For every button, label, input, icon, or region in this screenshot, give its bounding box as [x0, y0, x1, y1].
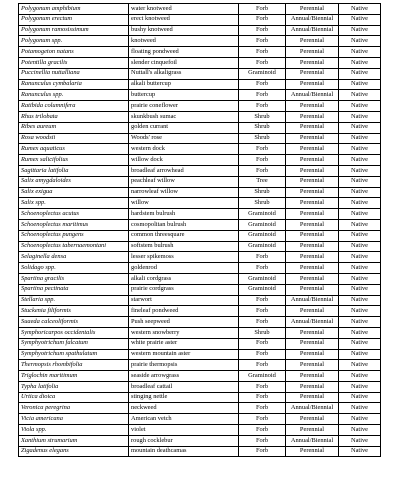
nativity-cell: Native: [339, 241, 381, 252]
growth-form-cell: Forb: [239, 57, 286, 68]
table-row: [19, 155, 381, 166]
growth-form-cell: Shrub: [239, 327, 286, 338]
scientific-name-cell: Sagittaria latifolia: [19, 165, 129, 176]
duration-cell: Perennial: [286, 155, 339, 166]
scientific-name-cell: Polygonum erectum: [19, 14, 129, 25]
table-row: [19, 381, 381, 392]
nativity-cell: Native: [339, 327, 381, 338]
nativity-cell: Native: [339, 317, 381, 328]
duration-cell: Perennial: [286, 338, 339, 349]
common-name-cell: goldenrod: [129, 263, 239, 274]
table-row: [19, 241, 381, 252]
table-row: [19, 198, 381, 209]
duration-cell: Perennial: [286, 111, 339, 122]
nativity-cell: Native: [339, 47, 381, 58]
table-row: [19, 338, 381, 349]
table-row: [19, 209, 381, 220]
table-row: [19, 57, 381, 68]
common-name-cell: alkali cordgrass: [129, 273, 239, 284]
growth-form-cell: Forb: [239, 165, 286, 176]
nativity-cell: Native: [339, 68, 381, 79]
scientific-name-cell: Triglochin maritimum: [19, 371, 129, 382]
duration-cell: Perennial: [286, 176, 339, 187]
table-row: [19, 133, 381, 144]
growth-form-cell: Forb: [239, 90, 286, 101]
growth-form-cell: Forb: [239, 25, 286, 36]
scientific-name-cell: Potamogeton natans: [19, 47, 129, 58]
growth-form-cell: Graminoid: [239, 230, 286, 241]
nativity-cell: Native: [339, 446, 381, 457]
table-row: [19, 47, 381, 58]
growth-form-cell: Shrub: [239, 111, 286, 122]
scientific-name-cell: Selaginella densa: [19, 252, 129, 263]
scientific-name-cell: Rumex aquaticus: [19, 144, 129, 155]
duration-cell: Perennial: [286, 263, 339, 274]
duration-cell: Perennial: [286, 252, 339, 263]
growth-form-cell: Tree: [239, 176, 286, 187]
species-table: [18, 3, 381, 457]
nativity-cell: Native: [339, 4, 381, 15]
table-row: [19, 144, 381, 155]
common-name-cell: fineleaf pondweed: [129, 306, 239, 317]
table-row: [19, 219, 381, 230]
duration-cell: Perennial: [286, 219, 339, 230]
nativity-cell: Native: [339, 263, 381, 274]
duration-cell: Perennial: [286, 306, 339, 317]
duration-cell: Perennial: [286, 241, 339, 252]
common-name-cell: narrowleaf willow: [129, 187, 239, 198]
growth-form-cell: Forb: [239, 101, 286, 112]
table-row: [19, 4, 381, 15]
scientific-name-cell: Viola spp.: [19, 425, 129, 436]
common-name-cell: lesser spikemoss: [129, 252, 239, 263]
duration-cell: Perennial: [286, 144, 339, 155]
scientific-name-cell: Ribes aureum: [19, 122, 129, 133]
growth-form-cell: Forb: [239, 338, 286, 349]
nativity-cell: Native: [339, 90, 381, 101]
scientific-name-cell: Xanthium strumarium: [19, 435, 129, 446]
scientific-name-cell: Potentilla gracilis: [19, 57, 129, 68]
scientific-name-cell: Spartina gracilis: [19, 273, 129, 284]
growth-form-cell: Forb: [239, 349, 286, 360]
table-row: [19, 284, 381, 295]
species-table-body: [19, 4, 381, 457]
nativity-cell: Native: [339, 14, 381, 25]
growth-form-cell: Shrub: [239, 133, 286, 144]
growth-form-cell: Forb: [239, 47, 286, 58]
nativity-cell: Native: [339, 360, 381, 371]
scientific-name-cell: Symphyotrichum falcatum: [19, 338, 129, 349]
scientific-name-cell: Zigadenus elegans: [19, 446, 129, 457]
nativity-cell: Native: [339, 403, 381, 414]
duration-cell: Perennial: [286, 165, 339, 176]
common-name-cell: western mountain aster: [129, 349, 239, 360]
duration-cell: Annual/Biennial: [286, 295, 339, 306]
nativity-cell: Native: [339, 338, 381, 349]
table-row: [19, 446, 381, 457]
table-row: [19, 68, 381, 79]
scientific-name-cell: Ranunculus cymbalaria: [19, 79, 129, 90]
scientific-name-cell: Rosa woodsii: [19, 133, 129, 144]
scientific-name-cell: Ranunculus spp.: [19, 90, 129, 101]
common-name-cell: violet: [129, 425, 239, 436]
nativity-cell: Native: [339, 230, 381, 241]
nativity-cell: Native: [339, 111, 381, 122]
common-name-cell: willow dock: [129, 155, 239, 166]
duration-cell: Perennial: [286, 273, 339, 284]
growth-form-cell: Graminoid: [239, 284, 286, 295]
scientific-name-cell: Salix spp.: [19, 198, 129, 209]
scientific-name-cell: Polygonum amphibium: [19, 4, 129, 15]
duration-cell: Perennial: [286, 133, 339, 144]
duration-cell: Perennial: [286, 381, 339, 392]
nativity-cell: Native: [339, 284, 381, 295]
common-name-cell: mountain deathcamas: [129, 446, 239, 457]
scientific-name-cell: Urtica dioica: [19, 392, 129, 403]
growth-form-cell: Forb: [239, 446, 286, 457]
common-name-cell: broadleaf arrowhead: [129, 165, 239, 176]
duration-cell: Annual/Biennial: [286, 14, 339, 25]
common-name-cell: Push seepweed: [129, 317, 239, 328]
scientific-name-cell: Rumex salicifolius: [19, 155, 129, 166]
duration-cell: Perennial: [286, 392, 339, 403]
table-row: [19, 25, 381, 36]
growth-form-cell: Forb: [239, 36, 286, 47]
common-name-cell: willow: [129, 198, 239, 209]
common-name-cell: alkali buttercup: [129, 79, 239, 90]
scientific-name-cell: Rhus trilobata: [19, 111, 129, 122]
table-row: [19, 360, 381, 371]
common-name-cell: water knotweed: [129, 4, 239, 15]
growth-form-cell: Forb: [239, 306, 286, 317]
common-name-cell: western snowberry: [129, 327, 239, 338]
common-name-cell: peachleaf willow: [129, 176, 239, 187]
growth-form-cell: Graminoid: [239, 209, 286, 220]
table-row: [19, 306, 381, 317]
scientific-name-cell: Vicia americana: [19, 414, 129, 425]
nativity-cell: Native: [339, 165, 381, 176]
table-row: [19, 349, 381, 360]
table-row: [19, 176, 381, 187]
nativity-cell: Native: [339, 209, 381, 220]
growth-form-cell: Forb: [239, 317, 286, 328]
common-name-cell: prairie cordgrass: [129, 284, 239, 295]
growth-form-cell: Forb: [239, 155, 286, 166]
scientific-name-cell: Symphyotrichum spathulatum: [19, 349, 129, 360]
common-name-cell: American vetch: [129, 414, 239, 425]
common-name-cell: Woods' rose: [129, 133, 239, 144]
table-row: [19, 122, 381, 133]
nativity-cell: Native: [339, 25, 381, 36]
nativity-cell: Native: [339, 36, 381, 47]
common-name-cell: neckweed: [129, 403, 239, 414]
duration-cell: Perennial: [286, 209, 339, 220]
duration-cell: Perennial: [286, 36, 339, 47]
common-name-cell: slender cinquefoil: [129, 57, 239, 68]
nativity-cell: Native: [339, 219, 381, 230]
growth-form-cell: Forb: [239, 414, 286, 425]
common-name-cell: erect knotweed: [129, 14, 239, 25]
scientific-name-cell: Schoenoplectus tabernaemontani: [19, 241, 129, 252]
duration-cell: Annual/Biennial: [286, 317, 339, 328]
nativity-cell: Native: [339, 79, 381, 90]
duration-cell: Annual/Biennial: [286, 435, 339, 446]
common-name-cell: cosmopolitan bulrush: [129, 219, 239, 230]
scientific-name-cell: Spartina pectinata: [19, 284, 129, 295]
scientific-name-cell: Puccinellia nuttalliana: [19, 68, 129, 79]
common-name-cell: knotweed: [129, 36, 239, 47]
scientific-name-cell: Salix amygdaloides: [19, 176, 129, 187]
scientific-name-cell: Schoenoplectus maritimus: [19, 219, 129, 230]
scientific-name-cell: Schoenoplectus pungens: [19, 230, 129, 241]
common-name-cell: skunkbush sumac: [129, 111, 239, 122]
growth-form-cell: Shrub: [239, 187, 286, 198]
scientific-name-cell: Stellaria spp.: [19, 295, 129, 306]
common-name-cell: softstem bulrush: [129, 241, 239, 252]
table-row: [19, 414, 381, 425]
growth-form-cell: Graminoid: [239, 273, 286, 284]
table-row: [19, 36, 381, 47]
nativity-cell: Native: [339, 252, 381, 263]
common-name-cell: common threesquare: [129, 230, 239, 241]
growth-form-cell: Forb: [239, 403, 286, 414]
common-name-cell: seaside arrowgrass: [129, 371, 239, 382]
table-row: [19, 101, 381, 112]
common-name-cell: rough cocklebur: [129, 435, 239, 446]
table-row: [19, 327, 381, 338]
table-row: [19, 252, 381, 263]
growth-form-cell: Forb: [239, 4, 286, 15]
growth-form-cell: Shrub: [239, 198, 286, 209]
scientific-name-cell: Typha latifolia: [19, 381, 129, 392]
nativity-cell: Native: [339, 273, 381, 284]
nativity-cell: Native: [339, 57, 381, 68]
nativity-cell: Native: [339, 101, 381, 112]
scientific-name-cell: Ratibida columnifera: [19, 101, 129, 112]
table-row: [19, 165, 381, 176]
growth-form-cell: Forb: [239, 144, 286, 155]
nativity-cell: Native: [339, 349, 381, 360]
table-row: [19, 317, 381, 328]
growth-form-cell: Forb: [239, 79, 286, 90]
duration-cell: Annual/Biennial: [286, 403, 339, 414]
duration-cell: Annual/Biennial: [286, 90, 339, 101]
duration-cell: Perennial: [286, 187, 339, 198]
table-row: [19, 295, 381, 306]
nativity-cell: Native: [339, 187, 381, 198]
nativity-cell: Native: [339, 155, 381, 166]
growth-form-cell: Forb: [239, 381, 286, 392]
scientific-name-cell: Stuckenia filiformis: [19, 306, 129, 317]
growth-form-cell: Forb: [239, 435, 286, 446]
duration-cell: Perennial: [286, 198, 339, 209]
duration-cell: Perennial: [286, 122, 339, 133]
common-name-cell: bushy knotweed: [129, 25, 239, 36]
duration-cell: Perennial: [286, 68, 339, 79]
growth-form-cell: Forb: [239, 392, 286, 403]
growth-form-cell: Forb: [239, 263, 286, 274]
common-name-cell: hardstem bulrush: [129, 209, 239, 220]
table-row: [19, 111, 381, 122]
common-name-cell: buttercup: [129, 90, 239, 101]
nativity-cell: Native: [339, 306, 381, 317]
common-name-cell: prairie thermopsis: [129, 360, 239, 371]
table-row: [19, 371, 381, 382]
growth-form-cell: Graminoid: [239, 68, 286, 79]
nativity-cell: Native: [339, 295, 381, 306]
common-name-cell: floating pondweed: [129, 47, 239, 58]
nativity-cell: Native: [339, 425, 381, 436]
duration-cell: Perennial: [286, 79, 339, 90]
scientific-name-cell: Schoenoplectus acutus: [19, 209, 129, 220]
scientific-name-cell: Polygonum spp.: [19, 36, 129, 47]
growth-form-cell: Graminoid: [239, 219, 286, 230]
table-row: [19, 187, 381, 198]
common-name-cell: white prairie aster: [129, 338, 239, 349]
common-name-cell: stinging nettle: [129, 392, 239, 403]
duration-cell: Perennial: [286, 425, 339, 436]
common-name-cell: golden currant: [129, 122, 239, 133]
growth-form-cell: Forb: [239, 14, 286, 25]
scientific-name-cell: Solidago spp.: [19, 263, 129, 274]
table-row: [19, 425, 381, 436]
duration-cell: Annual/Biennial: [286, 25, 339, 36]
nativity-cell: Native: [339, 198, 381, 209]
duration-cell: Perennial: [286, 349, 339, 360]
duration-cell: Perennial: [286, 414, 339, 425]
growth-form-cell: Forb: [239, 425, 286, 436]
common-name-cell: Nuttall's alkaligrass: [129, 68, 239, 79]
growth-form-cell: Graminoid: [239, 371, 286, 382]
nativity-cell: Native: [339, 414, 381, 425]
duration-cell: Perennial: [286, 446, 339, 457]
scientific-name-cell: Thermopsis rhombifolia: [19, 360, 129, 371]
duration-cell: Perennial: [286, 47, 339, 58]
nativity-cell: Native: [339, 144, 381, 155]
table-row: [19, 403, 381, 414]
nativity-cell: Native: [339, 435, 381, 446]
common-name-cell: western dock: [129, 144, 239, 155]
scientific-name-cell: Symphoricarpos occidentalis: [19, 327, 129, 338]
table-row: [19, 392, 381, 403]
scientific-name-cell: Suaeda calceoliformis: [19, 317, 129, 328]
table-row: [19, 79, 381, 90]
table-row: [19, 273, 381, 284]
growth-form-cell: Forb: [239, 252, 286, 263]
common-name-cell: prairie coneflower: [129, 101, 239, 112]
duration-cell: Perennial: [286, 327, 339, 338]
duration-cell: Perennial: [286, 4, 339, 15]
table-row: [19, 230, 381, 241]
growth-form-cell: Forb: [239, 360, 286, 371]
duration-cell: Perennial: [286, 371, 339, 382]
nativity-cell: Native: [339, 133, 381, 144]
duration-cell: Perennial: [286, 360, 339, 371]
scientific-name-cell: Salix exigua: [19, 187, 129, 198]
duration-cell: Perennial: [286, 101, 339, 112]
table-row: [19, 263, 381, 274]
duration-cell: Perennial: [286, 57, 339, 68]
table-row: [19, 90, 381, 101]
duration-cell: Perennial: [286, 230, 339, 241]
nativity-cell: Native: [339, 392, 381, 403]
scientific-name-cell: Polygonum ramosissimum: [19, 25, 129, 36]
common-name-cell: broadleaf cattail: [129, 381, 239, 392]
duration-cell: Perennial: [286, 284, 339, 295]
nativity-cell: Native: [339, 176, 381, 187]
nativity-cell: Native: [339, 371, 381, 382]
growth-form-cell: Forb: [239, 295, 286, 306]
common-name-cell: starwort: [129, 295, 239, 306]
growth-form-cell: Shrub: [239, 122, 286, 133]
table-row: [19, 14, 381, 25]
growth-form-cell: Graminoid: [239, 241, 286, 252]
scientific-name-cell: Veronica peregrina: [19, 403, 129, 414]
nativity-cell: Native: [339, 122, 381, 133]
table-row: [19, 435, 381, 446]
nativity-cell: Native: [339, 381, 381, 392]
